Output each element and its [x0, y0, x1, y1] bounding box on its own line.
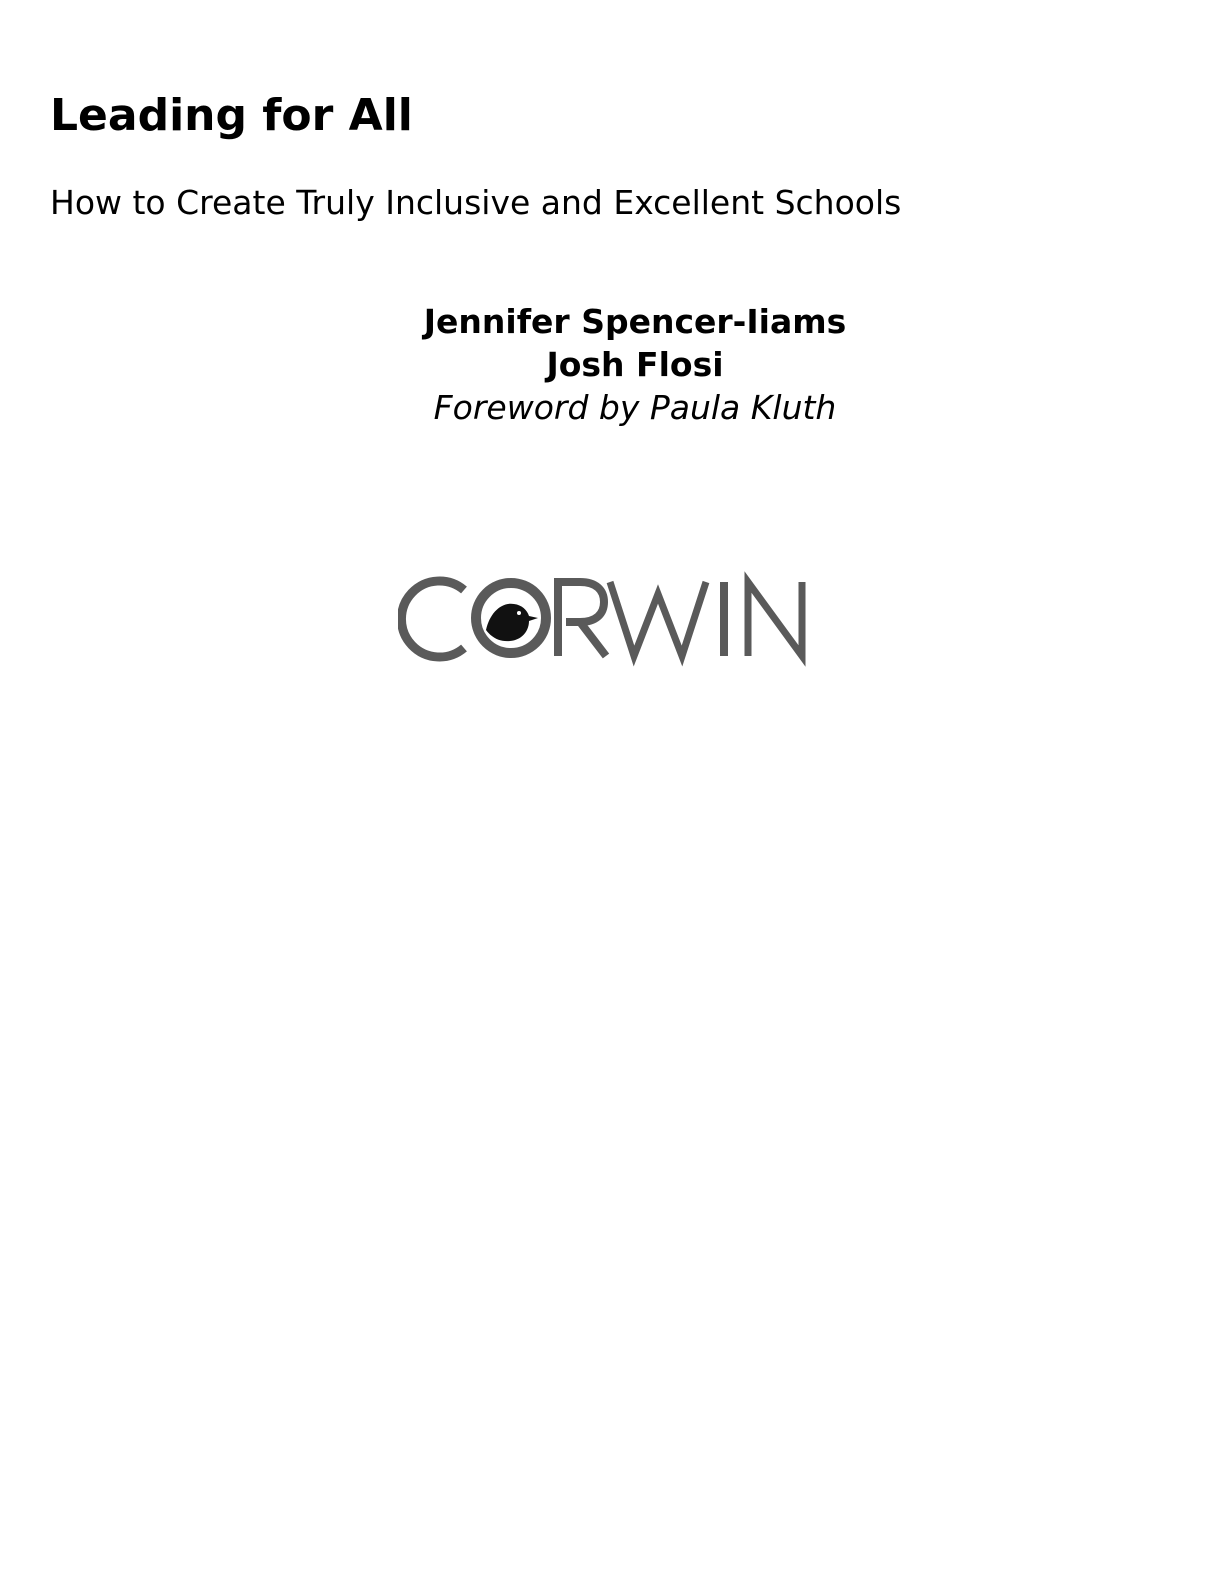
book-title: Leading for All: [50, 90, 413, 141]
logo-letter-n: [748, 582, 802, 656]
foreword-credit: Foreword by Paula Kluth: [433, 388, 837, 427]
bird-icon: [486, 604, 538, 641]
author-name: Jennifer Spencer-Iiams: [423, 302, 847, 341]
publisher-logo: [398, 568, 818, 668]
book-subtitle: How to Create Truly Inclusive and Excellent Schools: [50, 183, 902, 222]
logo-letter-w: [610, 582, 706, 656]
logo-letter-c: [401, 581, 464, 657]
author-name: Josh Flosi: [546, 345, 724, 384]
author-block: [0, 300, 1224, 429]
logo-letter-r: [558, 582, 606, 656]
